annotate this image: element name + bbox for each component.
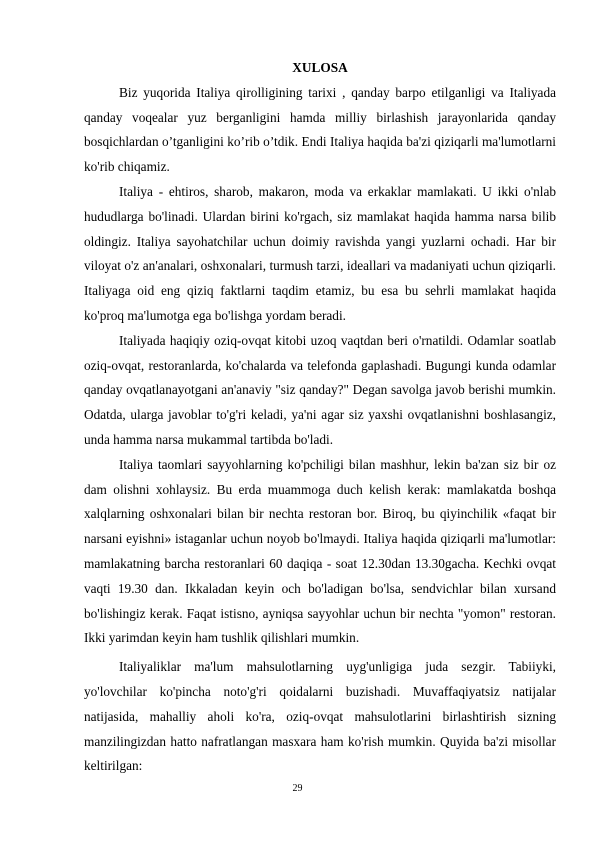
document-body	[84, 56, 556, 779]
page-title: XULOSA	[292, 60, 348, 75]
paragraph-restaurants: Italiya taomlari sayyohlarning ko'pchiligi bilan mashhur, lekin ba'zan siz bir oz dam olishni xohlaysiz. Bu erda muammoga duch kelish kerak: mamlakatda boshqa xalqlarning oshxonalari bilan bir nechta restoran bor. Biroq, bu qiyinchilik «faqat bir narsani eyishni» istaganlar uchun noyob bo'lmaydi. Italiya haqida qiziqarli ma'lumotlar: mamlakatning barcha restoranlari 60 daqiqa - soat 12.30dan 13.30gacha. Kechki ovqat vaqti 19.30 dan. Ikkaladan keyin och bo'ladigan bo'lsa, sendvichlar bilan xursand bo'lishingiz kerak. Faqat istisno, ayniqsa sayyohlar uchun bir nechta "yomon" restoran. Ikki yarimdan keyin ham tushlik qilishlari mumkin.	[84, 456, 556, 646]
paragraph-food-culture: Italiyada haqiqiy oziq-ovqat kitobi uzoq vaqtdan beri o'rnatildi. Odamlar soatlab oziq-ovqat, restoranlarda, ko'chalarda va telefonda gaplashadi. Bugungi kunda odamlar qanday ovqatlanayotgani an'anaviy "siz qanday?" Degan savolga javob berishi mumkin. Odatda, ularga javoblar to'g'ri keladi, ya'ni agar siz yaxshi ovqatlanishni boshlasangiz, unda hamma narsa mukammal tartibda bo'ladi.	[84, 332, 556, 447]
paragraph-intro: Biz yuqorida Italiya qirolligining tarixi , qanday barpo etilganligi va Italiyada qanday voqealar yuz berganligini hamda milliy birlashish jarayonlarida qanday bosqichlardan o’tganligini ko’rib o’tdik. Endi Italiya haqida ba'zi qiziqarli ma'lumotlarni ko'rib chiqamiz.	[84, 84, 556, 175]
paragraph-italy-overview: Italiya - ehtiros, sharob, makaron, moda va erkaklar mamlakati. U ikki o'nlab hududlarga bo'linadi. Ulardan birini ko'rgach, siz mamlakat haqida hamma narsa bilib oldingiz. Italiya sayohatchilar uchun doimiy ravishda yangi yuzlarni ochadi. Har bir viloyat o'z an'analari, oshxonalari, turmush tarzi, ideallari va madaniyati uchun qiziqarli. Italiyaga oid eng qiziq faktlarni taqdim etamiz, bu esa bu sehrli mamlakat haqida ko'proq ma'lumotga ega bo'lishga yordam beradi.	[84, 183, 556, 323]
page-number: 29	[292, 783, 303, 794]
paragraph-food-combinations: Italiyaliklar ma'lum mahsulotlarning uyg'unligiga juda sezgir. Tabiiyki, yo'lovchilar ko'pincha noto'g'ri qoidalarni buzishadi. Muvaffaqiyatsiz natijalar natijasida, mahalliy aholi ko'ra, oziq-ovqat mahsulotlarini birlashtirish sizning manzilingizdan hatto nafratlangan masxara ham ko'rish mumkin. Quyida ba'zi misollar keltirilgan:	[84, 659, 556, 774]
